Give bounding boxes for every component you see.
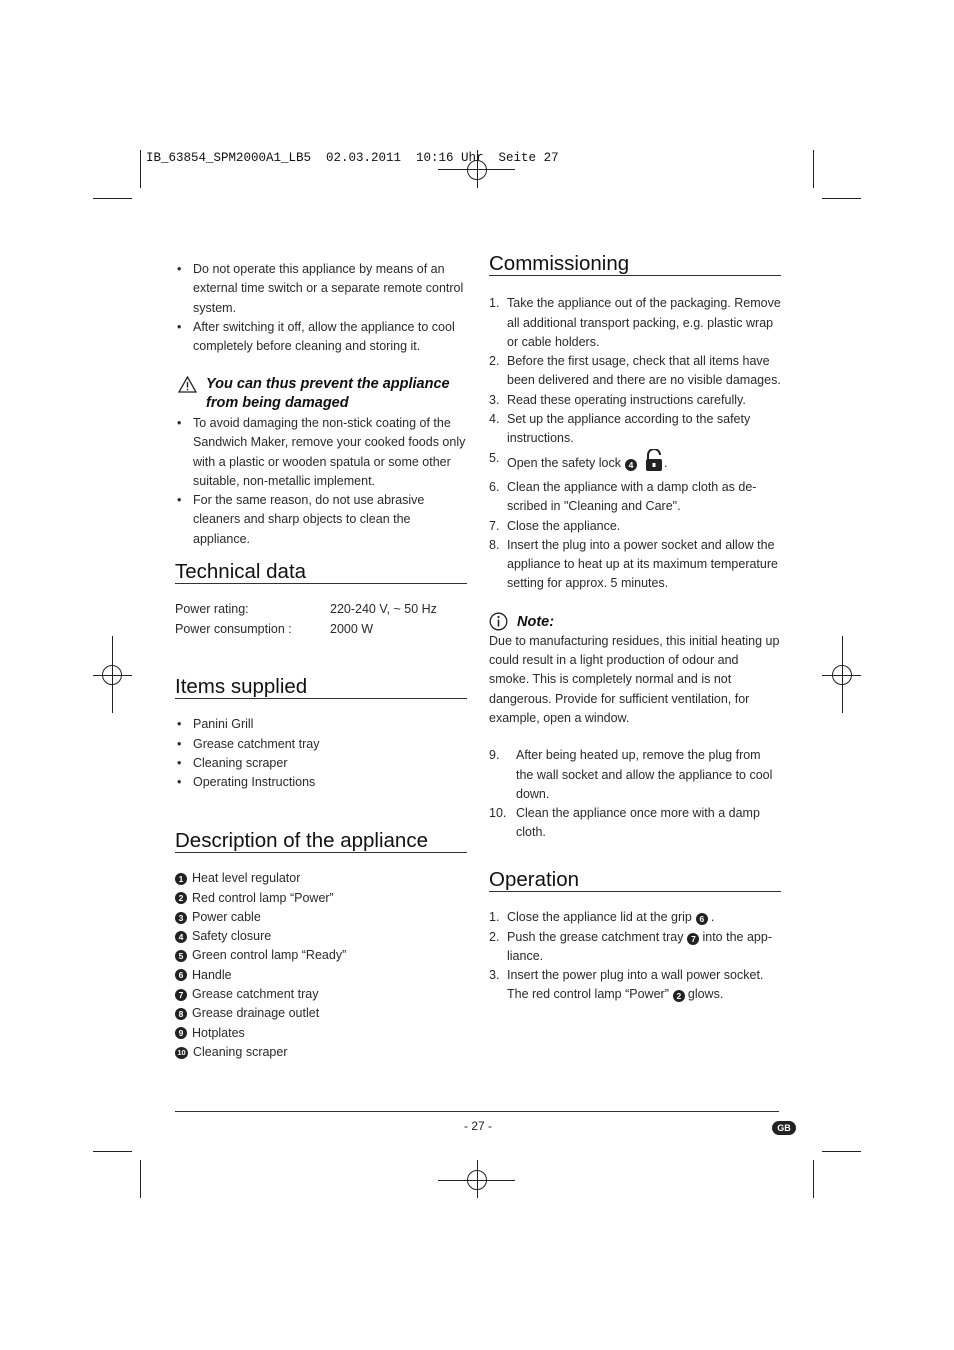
list-item <box>175 869 467 888</box>
list-item: • Panini Grill <box>175 715 467 734</box>
list-item: • Cleaning scraper <box>175 754 467 773</box>
part-label: Heat level regulator <box>192 871 301 886</box>
step-text: Insert the power plug into a wall power socket. The red control lamp “Power” <box>507 968 764 1002</box>
footer-rule <box>175 1111 779 1112</box>
list-item <box>489 391 781 410</box>
list-item <box>489 908 781 927</box>
part-label: Red control lamp “Power” <box>192 890 334 905</box>
list-item <box>489 449 781 478</box>
step-number: 3. <box>489 392 500 407</box>
part-number-badge: 2 <box>175 892 187 904</box>
list-item: • Do not operate this appliance by means of an external time switch or a separate remote control system. <box>175 260 467 318</box>
list-item <box>175 927 467 946</box>
list-item <box>175 1004 467 1023</box>
warning-triangle-icon <box>178 376 197 399</box>
operation-section <box>489 870 781 1005</box>
spec-value: 220-240 V, ~ 50 Hz <box>330 602 437 617</box>
part-label: Safety closure <box>192 929 272 944</box>
part-label: Grease catchment tray <box>192 987 319 1002</box>
section-heading: Commissioning <box>489 254 781 276</box>
part-number-badge: 7 <box>175 989 187 1001</box>
list-item <box>175 966 467 985</box>
list-item <box>489 928 781 967</box>
step-number: 7. <box>489 518 500 533</box>
open-lock-icon <box>644 449 664 478</box>
note-title: Note: <box>517 613 555 630</box>
step-number: 6. <box>489 479 500 494</box>
step-number: 2. <box>489 354 500 369</box>
step-text: Set up the appliance according to the safety instructions. <box>507 412 751 446</box>
list-item: • For the same reason, do not use abrasive cleaners and sharp objects to clean the appliance. <box>175 491 467 549</box>
part-number-badge: 4 <box>175 931 187 943</box>
technical-data-section <box>175 562 467 639</box>
page-number: - 27 - <box>463 1119 492 1133</box>
list-item: • To avoid damaging the non-stick coating of the Sandwich Maker, remove your cooked foods only with a plastic or wooden spatula or some other suitable, non-metallic implement. <box>175 414 467 491</box>
step-text: Clean the appliance once more with a damp cloth. <box>516 806 760 840</box>
part-label: Cleaning scraper <box>193 1044 288 1059</box>
spec-table <box>175 600 467 639</box>
note-box <box>489 612 781 728</box>
spec-label: Power consumption : <box>175 621 292 636</box>
warning-heading <box>175 375 467 413</box>
items-supplied-section <box>175 677 467 792</box>
step-text: Close the appliance. <box>507 518 621 533</box>
section-heading: Description of the appliance <box>175 831 467 853</box>
part-label: Green control lamp “Ready” <box>192 948 347 963</box>
step-text-end: into the app-liance. <box>507 929 772 963</box>
list-item <box>175 1043 467 1062</box>
step-number: 1. <box>489 296 500 311</box>
step-suffix: . <box>663 455 668 470</box>
part-label: Handle <box>192 967 232 982</box>
warning-title: You can thus prevent the appliance from being damaged <box>206 376 450 411</box>
part-number-badge: 10 <box>175 1047 188 1059</box>
part-number-badge: 1 <box>175 873 187 885</box>
part-label: Grease drainage outlet <box>192 1006 320 1021</box>
section-heading: Technical data <box>175 562 467 584</box>
warning-bullets <box>175 414 467 549</box>
step-text: Take the appliance out of the packaging. Remove all additional transport packing, e.g. plastic wrap or cable holders. <box>507 296 781 349</box>
step-text: Before the first usage, check that all items have been delivered and there are no visible damages. <box>507 354 781 388</box>
intro-bullets-section <box>175 260 467 356</box>
list-item <box>489 966 781 1005</box>
print-header: IB_63854_SPM2000A1_LB5 02.03.2011 10:16 Uhr Seite 27 <box>146 151 559 165</box>
part-label: Power cable <box>192 909 261 924</box>
step-text: Insert the plug into a power socket and allow the appliance to heat up at its maximum temperature setting for approx. 5 minutes. <box>507 537 778 591</box>
part-number-badge: 6 <box>696 913 708 925</box>
part-number-badge: 5 <box>175 950 187 962</box>
step-number: 9. <box>489 748 500 763</box>
list-item: • After switching it off, allow the appliance to cool completely before cleaning and storing it. <box>175 318 467 357</box>
step-number: 10. <box>489 806 507 821</box>
list-item <box>489 410 781 449</box>
country-badge: GB <box>772 1121 796 1135</box>
step-text: Close the appliance lid at the grip <box>507 910 692 925</box>
part-number-badge: 9 <box>175 1027 187 1039</box>
step-text: Open the safety lock <box>507 455 621 470</box>
list-item <box>489 352 781 391</box>
list-item <box>175 985 467 1004</box>
part-number-badge: 6 <box>175 969 187 981</box>
spec-row <box>175 600 467 619</box>
list-item <box>489 804 781 843</box>
spec-label: Power rating: <box>175 602 249 617</box>
step-number: 5. <box>489 450 500 465</box>
list-item <box>175 908 467 927</box>
list-item <box>489 294 781 352</box>
section-heading: Items supplied <box>175 677 467 699</box>
list-item <box>489 536 781 594</box>
commissioning-steps <box>489 294 781 593</box>
list-item <box>489 746 781 804</box>
list-item: • Grease catchment tray <box>175 735 467 754</box>
part-number-badge: 4 <box>625 459 637 471</box>
note-heading <box>489 612 781 632</box>
step-number: 3. <box>489 968 500 983</box>
spec-value: 2000 W <box>330 621 374 636</box>
step-number: 8. <box>489 537 500 552</box>
intro-bullets <box>175 260 467 356</box>
list-item <box>489 517 781 536</box>
step-text: Read these operating instructions carefully. <box>507 392 746 407</box>
step-text: Push the grease catchment tray <box>507 929 684 944</box>
description-section <box>175 831 467 1062</box>
step-text: Clean the appliance with a damp cloth as de-scribed in "Cleaning and Care". <box>507 479 757 514</box>
parts-list <box>175 869 467 1062</box>
step-text-end: glows. <box>687 987 724 1002</box>
step-number: 1. <box>489 910 500 925</box>
step-number: 2. <box>489 929 500 944</box>
step-text-end: . <box>710 910 715 925</box>
part-number-badge: 3 <box>175 912 187 924</box>
part-label: Hotplates <box>192 1025 245 1040</box>
step-text: After being heated up, remove the plug from the wall socket and allow the appliance to cool down. <box>516 748 773 801</box>
part-number-badge: 8 <box>175 1008 187 1020</box>
info-icon <box>489 612 508 637</box>
commissioning-section <box>489 254 781 843</box>
part-number-badge: 7 <box>687 933 699 945</box>
section-heading: Operation <box>489 870 781 892</box>
step-number: 4. <box>489 412 500 427</box>
items-list <box>175 715 467 792</box>
list-item <box>489 478 781 517</box>
list-item <box>175 1024 467 1043</box>
operation-steps <box>489 908 781 1004</box>
list-item: • Operating Instructions <box>175 773 467 792</box>
part-number-badge: 2 <box>673 990 685 1002</box>
spec-row <box>175 620 467 639</box>
commissioning-steps-continued <box>489 746 781 842</box>
note-text: Due to manufacturing residues, this initial heating up could result in a light production of odour and smoke. This is completely normal and is not dangerous. Provide for sufficient ventilation, for example, open a window. <box>489 633 780 725</box>
list-item <box>175 889 467 908</box>
list-item <box>175 946 467 965</box>
warning-section <box>175 375 467 549</box>
